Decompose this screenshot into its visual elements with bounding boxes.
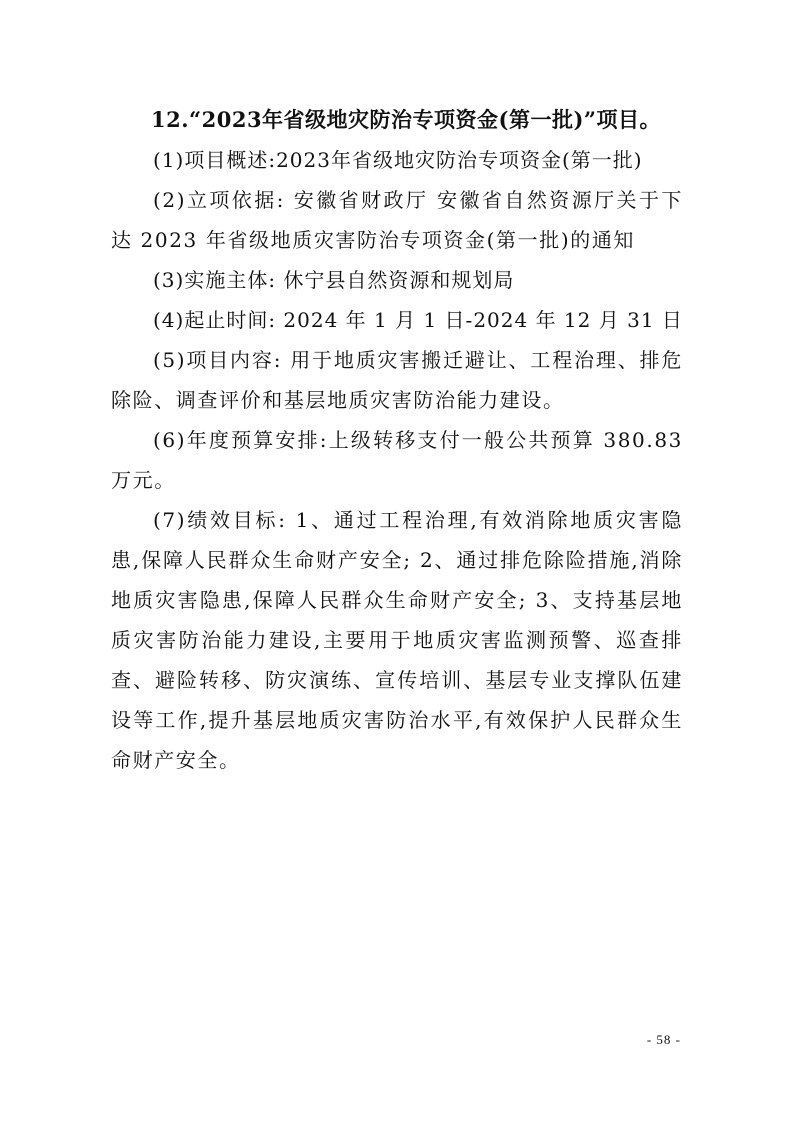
paragraph-basis: (2)立项依据: 安徽省财政厅 安徽省自然资源厅关于下达 2023 年省级地质灾害防治专项资金(第一批)的通知 xyxy=(111,188,683,252)
paragraph-overview: (1)项目概述:2023年省级地灾防治专项资金(第一批) xyxy=(153,148,643,172)
paragraph-period: (4)起止时间: 2024 年 1 月 1 日-2024 年 12 月 31 日 xyxy=(153,308,683,332)
paragraph-budget: (6)年度预算安排:上级转移支付一般公共预算 380.83 万元。 xyxy=(111,428,683,492)
paragraph-content: (5)项目内容: 用于地质灾害搬迁避让、工程治理、排危除险、调查评价和基层地质灾害防治能力建设。 xyxy=(111,348,683,412)
page-number: - 58 - xyxy=(646,1032,681,1047)
section-heading: 12.“2023年省级地灾防治专项资金(第一批)”项目。 xyxy=(151,107,662,132)
document-body xyxy=(111,100,683,780)
paragraph-objectives: (7)绩效目标: 1、通过工程治理,有效消除地质灾害隐患,保障人民群众生命财产安全; 2、通过排危除险措施,消除地质灾害隐患,保障人民群众生命财产安全; 3、支持基层地质灾害防治能力建设,主要用于地质灾害监测预警、巡查排查、避险转移、防灾演练、宣传培训、基层专业支撑队伍建设等工作,提升基层地质灾害防治水平,有效保护人民群众生命财产安全。 xyxy=(111,508,683,772)
paragraph-implementer: (3)实施主体: 休宁县自然资源和规划局 xyxy=(153,268,515,292)
